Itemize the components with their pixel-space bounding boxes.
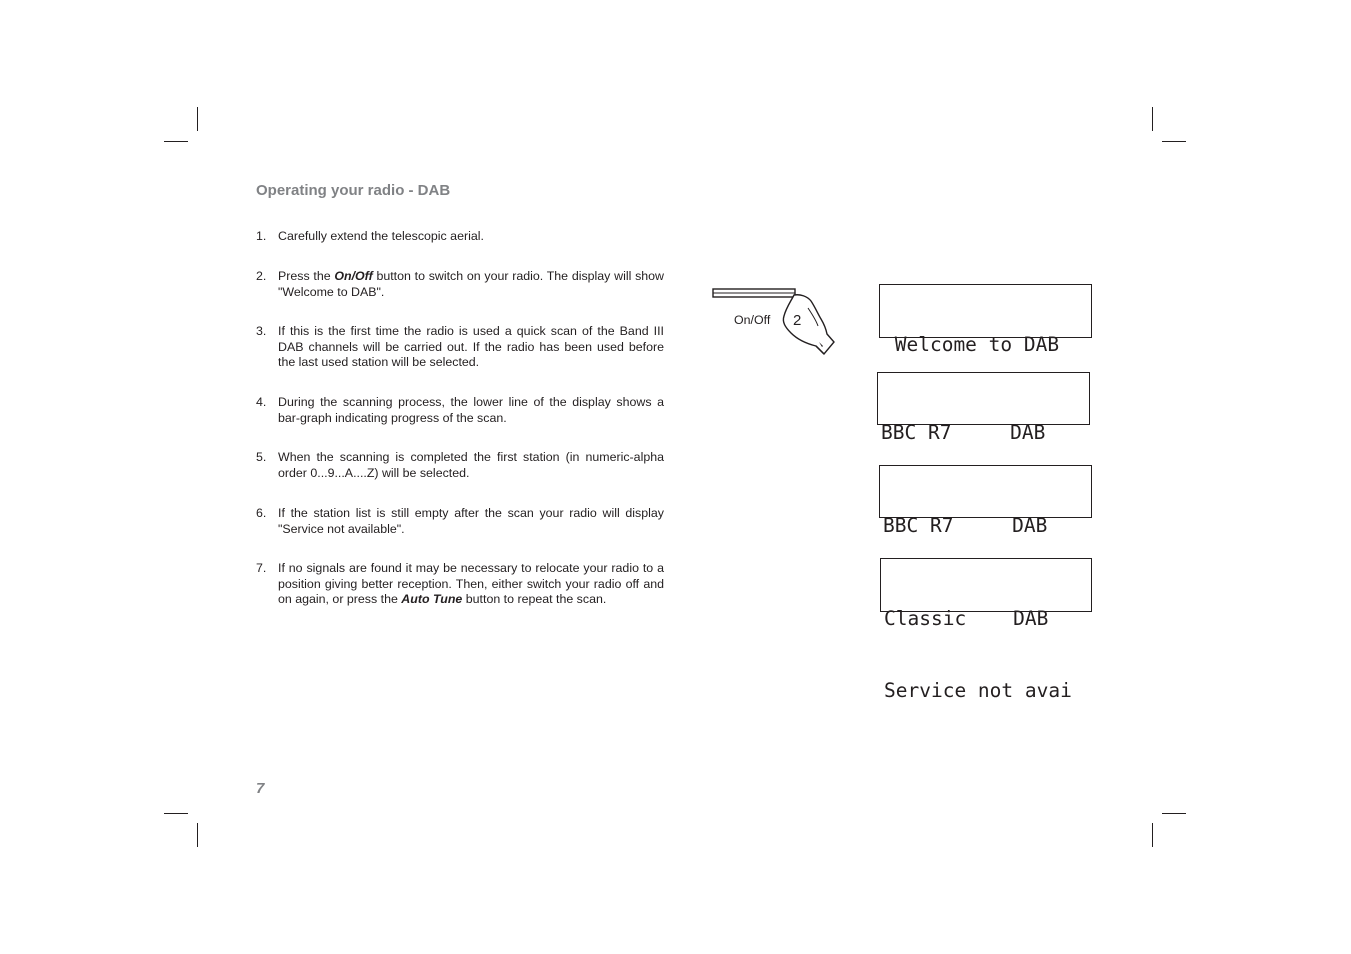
- crop-mark: [1162, 813, 1186, 814]
- step-number: 7.: [256, 561, 267, 575]
- instruction-step-1: [256, 229, 664, 245]
- step-number: 5.: [256, 450, 267, 464]
- crop-mark: [1152, 823, 1153, 847]
- instruction-step-7: [256, 561, 664, 608]
- step-number: 6.: [256, 506, 267, 520]
- crop-mark: [197, 823, 198, 847]
- button-name-auto-tune: Auto Tune: [401, 592, 463, 607]
- instruction-step-6: [256, 506, 664, 537]
- step-number: 1.: [256, 229, 267, 243]
- pressing-hand-icon: [712, 284, 842, 359]
- step-number: 4.: [256, 395, 267, 409]
- step-number: 3.: [256, 324, 267, 338]
- instruction-step-3: [256, 324, 664, 371]
- crop-mark: [1162, 141, 1186, 142]
- button-name-on-off: On/Off: [334, 269, 373, 283]
- step-text: Carefully extend the telescopic aerial.: [278, 229, 484, 243]
- lcd-display-sorry: [879, 465, 1092, 537]
- lcd-display-service-not-available: [880, 558, 1092, 702]
- step-number: 2.: [256, 269, 267, 283]
- crop-mark: [197, 107, 198, 131]
- crop-mark: [164, 813, 188, 814]
- page-number: 7: [256, 780, 265, 797]
- lcd-line-1: Welcome to DAB: [883, 333, 1060, 356]
- step-text: If the station list is still empty after the scan your radio will display "Service not available".: [278, 506, 664, 536]
- lcd-line-1: BBC R7 DAB: [881, 421, 1046, 444]
- section-heading: Operating your radio - DAB: [256, 182, 451, 199]
- lcd-display-welcome: [879, 284, 1092, 356]
- lcd-display-tuning: [877, 372, 1090, 444]
- lcd-line-2: Service not avai: [884, 679, 1072, 702]
- lcd-line-1: Classic DAB: [884, 607, 1049, 630]
- instruction-step-5: [256, 450, 664, 481]
- step-text: Press the On/Off button to switch on your radio. The display will show "Welcome to DAB".: [278, 269, 664, 299]
- instruction-step-2: [256, 269, 664, 300]
- crop-mark: [164, 141, 188, 142]
- instruction-step-4: [256, 395, 664, 426]
- step-text: If this is the first time the radio is used a quick scan of the Band III DAB channels will be carried out. If the radio has been used before the last used station will be selected.: [278, 324, 664, 370]
- step-text: When the scanning is completed the first station (in numeric-alpha order 0...9...A....Z) will be selected.: [278, 450, 664, 480]
- step-badge: 2: [793, 312, 802, 329]
- step-text: During the scanning process, the lower line of the display shows a bar-graph indicating progress of the scan.: [278, 395, 664, 425]
- crop-mark: [1152, 107, 1153, 131]
- step-text: If no signals are found it may be necessary to relocate your radio to a position giving better reception. Then, either switch your radio off and on again, or press the Auto Tune button to repeat the scan.: [278, 561, 664, 607]
- lcd-line-1: BBC R7 DAB: [883, 514, 1048, 537]
- on-off-label: On/Off: [734, 313, 771, 327]
